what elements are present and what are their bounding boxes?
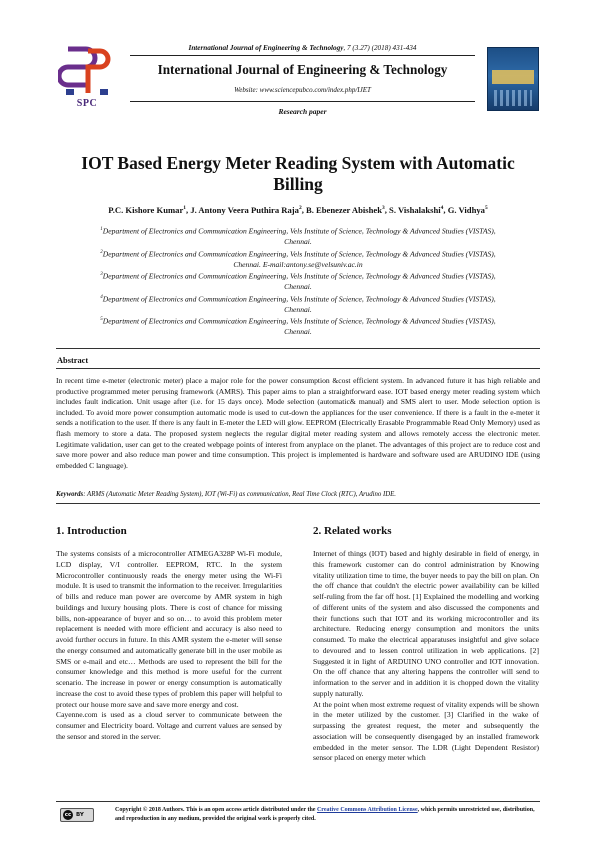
author-sup: 4 (440, 205, 444, 212)
copyright-text: Copyright © 2018 Authors. This is an open access article distributed under the (115, 807, 317, 813)
cc-symbol: cc (64, 812, 72, 818)
affiliation-line: Chennai. (284, 327, 312, 337)
author-sup: 2 (298, 205, 302, 212)
author-sep: , (384, 205, 390, 215)
affiliation-line: Department of Electronics and Communication Engineering, Vels Institute of Science, Technology & Advanced Studies (VISTAS), (102, 226, 496, 236)
paper-type: Research paper (278, 107, 327, 116)
intro-paragraph: The systems consists of a microcontroller ATMEGA328P Wi-Fi module, LCD display, V/I controller. EEPROM, RTC. In the system Microcontroller continuously reads the energy meter using the Wi-Fi module. It is used to transmit the information to the receiver. Irregularities of bills and reduce man power are overcome by AMR system in high buildings and luxury housing plots. There is cost of chance for missing bills, non-appearance of buyer and so on… to avoid this problem meter replacement is needed with more efficient and accuracy is also need to avoid further occurs in future. In this AMR system the e-meter will sense the energy consumed and automatically generate bill in the user mobile as SMS or e-mail and etc… Methods are used to represent the bill for the consumer knowledge and this method is more useful for the current scenario. The increase in power or energy consumption is automatically increase the cost to avoid these types of problem this paper will helpful to protect our house more save and save more energy and cost. (56, 549, 282, 709)
affiliation (60, 248, 536, 271)
keywords-text: : ARMS (Automatic Meter Reading System), IOT (Wi-Fi) as communication, Real Time Clock (RTC), Arudino IDE. (83, 491, 396, 498)
cover-band (492, 70, 534, 84)
affiliation-line: Department of Electronics and Communication Engineering, Vels Institute of Science, Technology & Advanced Studies (VISTAS), (102, 249, 496, 259)
affiliation-sup: 3 (100, 272, 103, 278)
abstract-heading: Abstract (57, 356, 89, 365)
author-sep: , (443, 205, 448, 215)
intro-paragraph: Cayenne.com is used as a cloud server to communicate between the consumer and Electricity board. Voltage and current values are sensed by the sensor and stored in the server. (56, 710, 282, 741)
author-name: J. Antony Veera Puthira Raja (190, 205, 299, 215)
affiliation-line: Chennai. E-mail:antony.se@velsuniv.ac.in (233, 259, 363, 269)
keywords (56, 491, 540, 498)
author-name: P.C. Kishore Kumar (108, 205, 184, 215)
license-link[interactable]: Creative Commons Attribution License (316, 807, 418, 813)
cover-pattern (494, 90, 532, 106)
affiliation-line: Department of Electronics and Communication Engineering, Vels Institute of Science, Technology & Advanced Studies (VISTAS), (102, 271, 496, 281)
related-paragraph: Internet of things (IOT) based and highly desirable in field of energy, in this framework customer can do control administration by Knowing vitality utilization time to time, the buyer needs to pay the bill on plan. On the off chance that couldn't the electric power availability can be killed self-ruling from the far off host. [1] Explained the modelling and working of different units of the system and also discussed the components and their functions such that IOT and its working microcontroller and its architecture. Reducing energy consumption and monitors the units consumed. To make the electrical apparatuses insightful and give solace to devoured and to lessen control utilization in web applications. [2] Suggested it in light of ARDUINO UNO controller and IOT innovation. On the off chance that any altering happens the controller will send to information to the server and in addition it is chopped down the vitality supply naturally. (313, 549, 539, 698)
header-rule-bottom (130, 101, 475, 102)
author-sup: 1 (183, 205, 187, 212)
abstract-rule-bottom (56, 503, 540, 504)
author-sup: 5 (484, 205, 488, 212)
affiliation (60, 225, 536, 248)
logo-label: SPC (76, 98, 98, 109)
affiliation (60, 315, 536, 338)
author-sep: , (301, 205, 306, 215)
affiliation-line: Department of Electronics and Communication Engineering, Vels Institute of Science, Technology & Advanced Studies (VISTAS), (102, 316, 496, 326)
journal-ref-name: International Journal of Engineering & Technology (188, 44, 344, 52)
abstract-rule-mid (56, 368, 540, 369)
affiliation-sup: 1 (100, 227, 103, 232)
intro-column (56, 549, 282, 743)
author-name: G. Vidhya (447, 205, 485, 215)
by-label: BY (76, 812, 84, 818)
affiliation-line: Chennai. (284, 282, 312, 292)
copyright-text: , which permits unrestricted use, distribution, and reproduction in any medium, provided the original work is properly cited. (115, 807, 535, 822)
author-list (56, 205, 540, 215)
journal-website: Website: www.sciencepubco.com/index.php/IJET (234, 86, 371, 94)
related-works-heading: 2. Related works (313, 525, 392, 537)
header-rule-top (130, 55, 475, 56)
journal-ref-issue: , 7 (3.27) (2018) 431-434 (343, 44, 417, 52)
journal-cover-image (487, 47, 539, 111)
intro-heading: 1. Introduction (56, 525, 127, 537)
journal-title: International Journal of Engineering & Technology (157, 62, 448, 77)
related-paragraph: At the point when most extreme request of vitality expends will be shown in the meter utilized by the customer. [3] Clarified in the wake of surpassing the greatest request, the meter and subsequently the association will be consequently disengaged by an installed framework embedded in the meter sensor. The LDR (Light Dependent Resistor) sensor placed on energy meter which (313, 699, 539, 763)
footer-rule (56, 801, 540, 802)
copyright-notice (115, 806, 540, 823)
abstract-text: In recent time e-meter (electronic meter) place a major role for the power consumption &cost efficient system. In advanced future it has high reliable and productive programmed meter perusing framework (AMRS). This paper aims to plan a straightforward ease. IOT based energy meter reading system which includes fault indication. Unit usage after (i.e. for 15 days once). Mode selection (automatic& manual) and SMS alert to user. Mode selection option is included. To avoid more power consumption automatic mode is used to cut-down the appliances for the user convenience. If there is a fault in the e-meter it sends a notification to the user. If there is any fault in E-meter the LED will glow. EEPROM (Electrically Erasable Programmable Read Only Memory) used as flash memory to store a data. The proposed system neglects the regular digital meter reading system and allows remotely access the electronic meter. Legitimate validation, user can get to the created webpage points of interest from anyplace on the planet. The advantages of this project are to reduce cost and save more power and also reduce man power and time consumption. This project is implemented is hardware and software used are ARUDINO IDE (using embedded C language). (56, 376, 540, 470)
keywords-label: Keywords (56, 491, 84, 498)
affiliation-sup: 2 (100, 249, 103, 255)
paper-title (60, 153, 536, 195)
abstract-rule-top (56, 348, 540, 349)
affiliation-sup: 5 (100, 317, 103, 323)
author-name: S. Vishalakshi (389, 205, 441, 215)
journal-reference (130, 44, 475, 52)
affiliation-line: Chennai. (284, 237, 312, 247)
author-sup: 3 (382, 205, 385, 212)
affiliation-sup: 4 (100, 294, 103, 300)
related-works-column (313, 549, 539, 764)
affiliation (60, 270, 536, 293)
paper-title-line: Billing (273, 174, 323, 194)
author-sep: , (186, 205, 191, 215)
author-name: B. Ebenezer Abishek (305, 205, 382, 215)
affiliation (60, 293, 536, 316)
cc-license-badge-icon[interactable] (60, 808, 94, 822)
affiliation-list (60, 225, 536, 338)
paper-title-line: IOT Based Energy Meter Reading System with Automatic (81, 153, 515, 173)
affiliation-line: Chennai. (284, 304, 312, 314)
affiliation-line: Department of Electronics and Communication Engineering, Vels Institute of Science, Technology & Advanced Studies (VISTAS), (102, 294, 496, 304)
